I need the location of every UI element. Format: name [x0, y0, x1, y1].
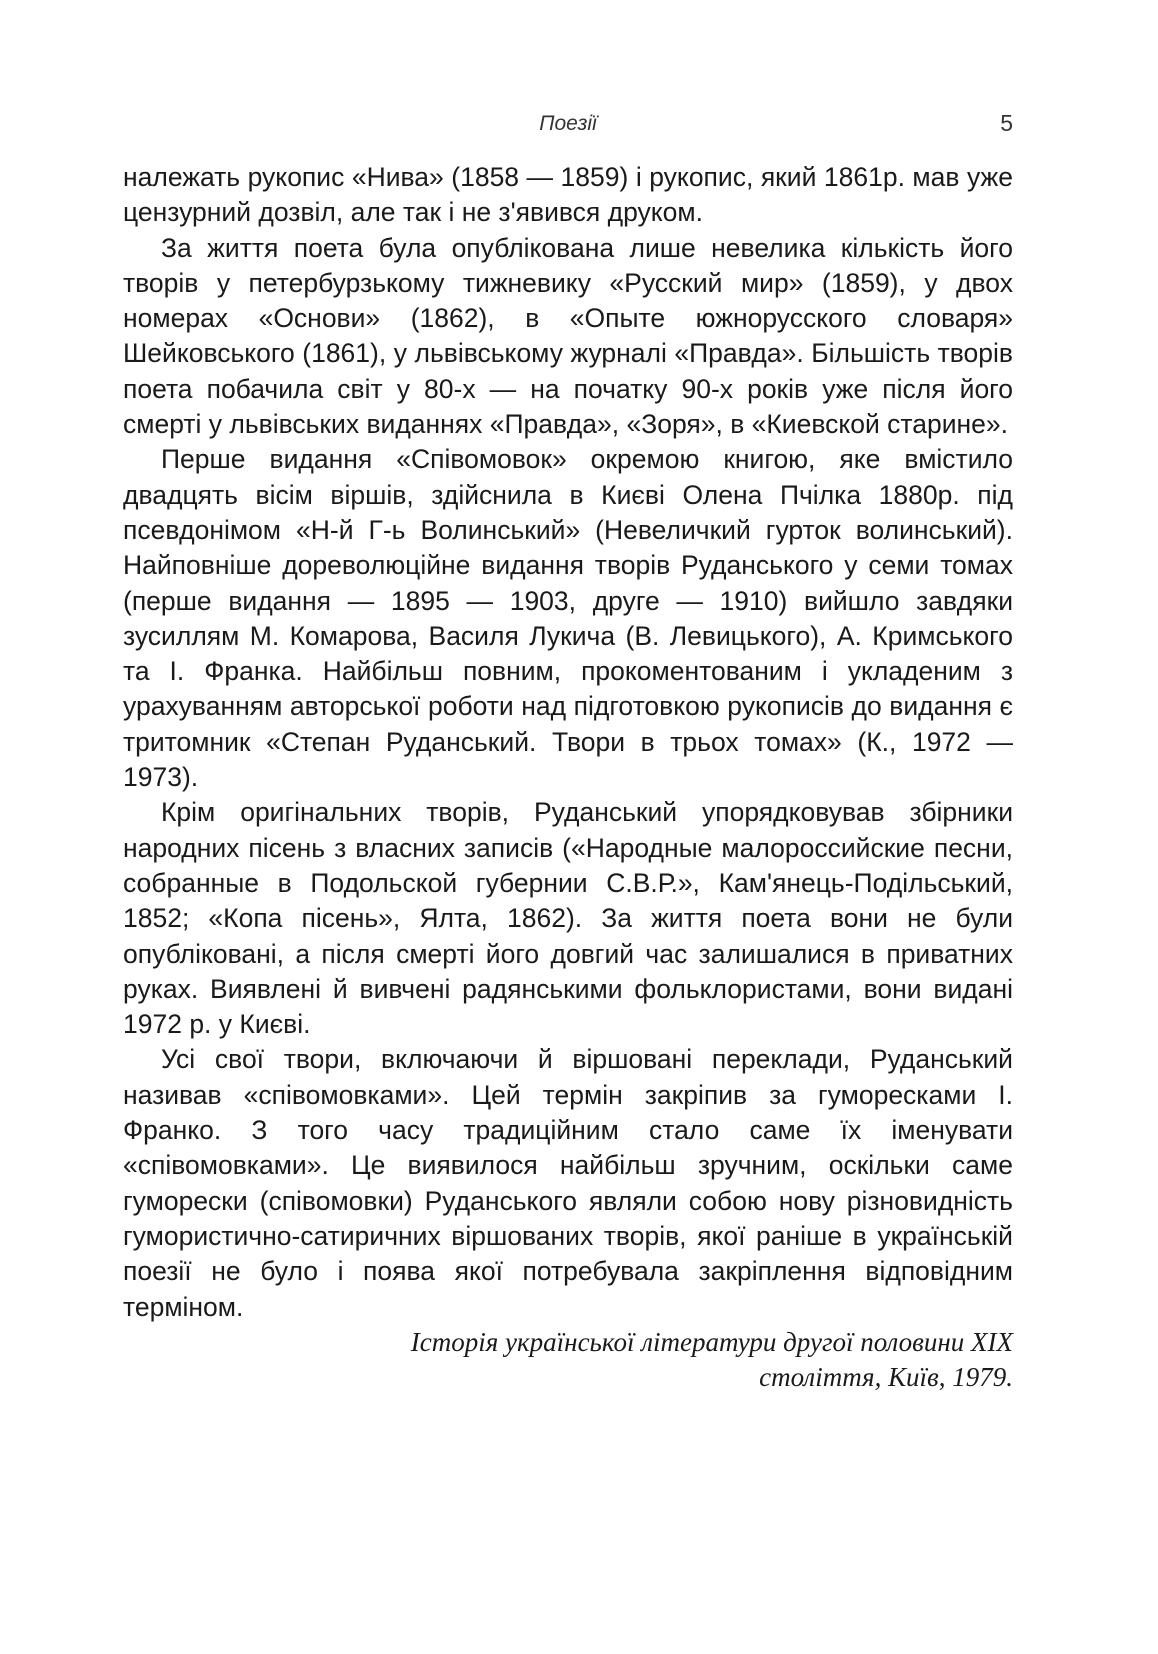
paragraph: За життя поета була опублікована лише невелика кількість його творів у петербурзькому тижневику «Русский мир» (1859), у двох номерах «Основи» (1862), в «Опыте южнорусского словаря» Шейковського (1861), у львівському журналі «Правда». Більшість творів поета побачила світ у 80-х — на початку 90-х років уже після його смерті у львівських виданнях «Правда», «Зоря», в «Киевской старине».	[123, 232, 1013, 440]
paragraph-continuation: належать рукопис «Нива» (1858 — 1859) і рукопис, який 1861р. мав уже цензурний дозвіл, але так і не з'явився друком.	[123, 162, 1013, 228]
paragraph: Перше видання «Співомовок» окремою книгою, яке вмістило двадцять вісім віршів, здійснила в Києві Олена Пчілка 1880р. під псевдонімом «Н-й Г-ь Волинський» (Невеличкий гурток волинський). Найповніше дореволюційне видання творів Руданського у семи томах (перше видання — 1895 — 1903, друге — 1910) вийшло завдяки зусиллям М. Комарова, Василя Лукича (В. Левицького), А. Кримського та І. Франка. Найбільш повним, прокоментованим і укладеним з урахуванням авторської роботи над підготовкою рукописів до видання є тритомник «Степан Руданський. Твори в трьох томах» (К., 1972 — 1973).	[123, 444, 1013, 793]
citation-line: століття, Київ, 1979.	[759, 1361, 1013, 1392]
source-citation	[123, 1325, 1013, 1395]
body-text	[123, 160, 1013, 1395]
paragraph: Крім оригінальних творів, Руданський упорядковував збірники народних пісень з власних записів («Народные малороссийские песни, собранные в Подольской губернии С.В.Р.», Кам'янець-Подільський, 1852; «Копа пісень», Ялта, 1862). За життя поета вони не були опубліковані, а після смерті його довгий час залишалися в приватних руках. Виявлені й вивчені радянськими фольклористами, вони видані 1972 р. у Києві.	[123, 797, 1013, 1040]
running-head	[123, 104, 1013, 144]
running-title: Поезії	[539, 112, 597, 135]
page-number: 5	[1000, 110, 1013, 136]
paragraph: Усі свої твори, включаючи й віршовані переклади, Руданський називав «співомовками». Цей термін закріпив за гуморесками І. Франко. З того часу традиційним стало саме їх іменувати «співомовками». Це виявилося найбільш зручним, оскільки саме гуморески (співомовки) Руданського являли собою нову різновидність гумористично-сатиричних віршованих творів, якої раніше в українській поезії не було і поява якої потребувала закріплення відповідним терміном.	[123, 1044, 1013, 1322]
citation-line: Історія української літератури другої половини XIX	[410, 1326, 1013, 1357]
